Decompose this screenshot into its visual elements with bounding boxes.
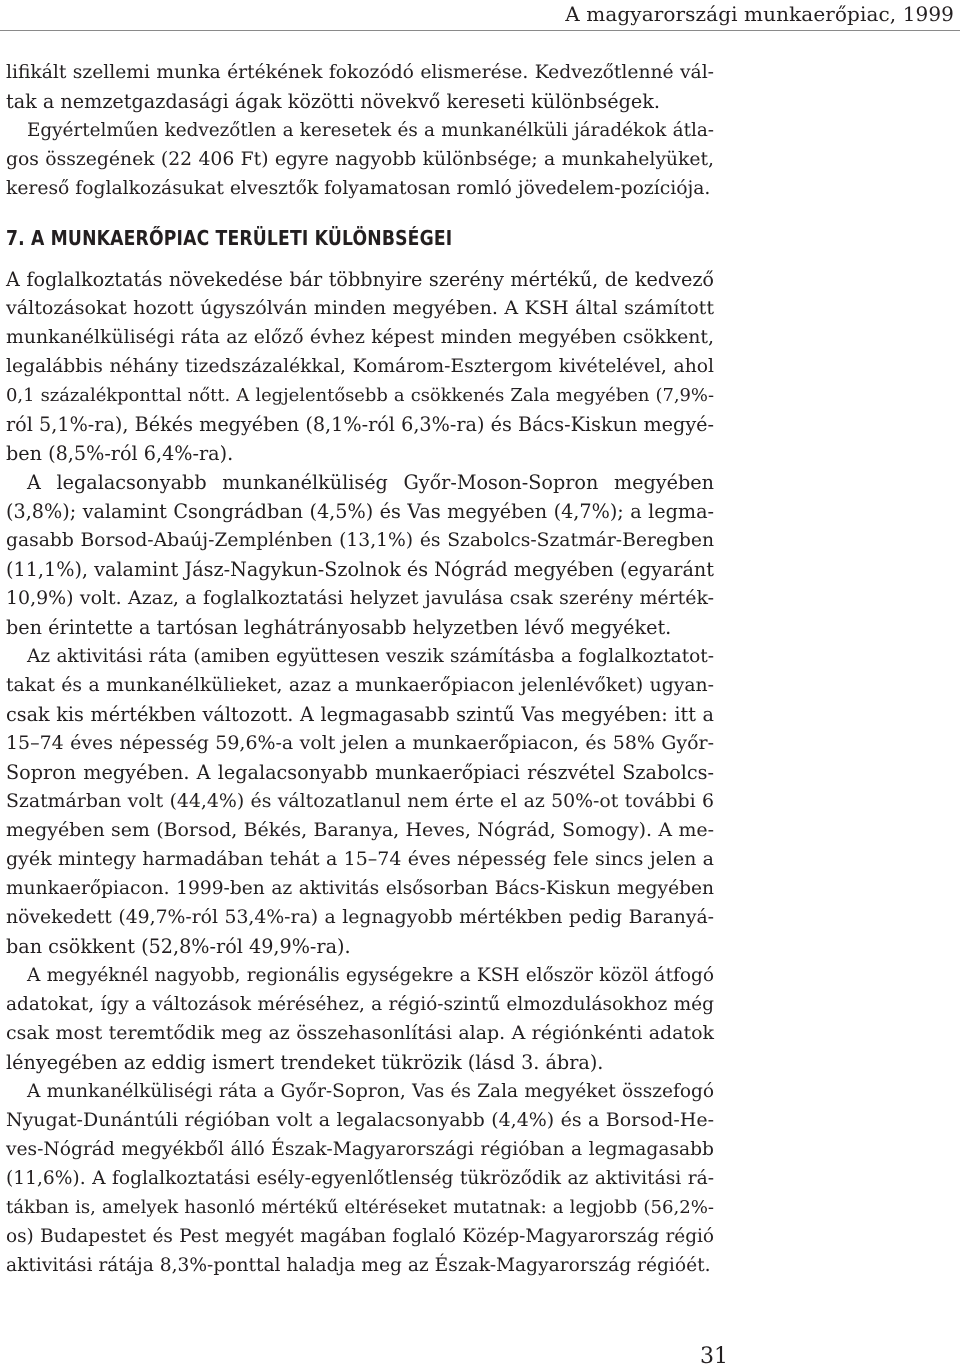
page-number: 31 [700,1344,728,1369]
text-line: munkanélküliségi ráta az előző évhez képest minden megyében csökkent, [6,327,714,348]
text-line: gasabb Borsod-Abaúj-Zemplénben (13,1%) és Szabolcs-Szatmár-Beregben [6,530,714,551]
text-line: aktivitási rátája 8,3%-ponttal haladja meg az Észak-Magyarország régióét. [6,1255,711,1276]
text-line: (3,8%); valamint Csongrádban (4,5%) és Vas megyében (4,7%); a legma- [6,500,714,523]
text-line: tákban is, amelyek hasonló mértékű eltéréseket mutatnak: a legjobb (56,2%- [6,1197,714,1218]
text-line: (11,1%), valamint Jász-Nagykun-Szolnok és Nógrád megyében (egyaránt [6,558,714,581]
header-rule [0,30,960,31]
text-line: A legalacsonyabb munkanélküliség Győr-Moson-Sopron megyében [27,471,714,494]
text-line: A megyéknél nagyobb, regionális egységekre a KSH először közöl átfogó [27,965,714,986]
text-line: gos összegének (22 406 Ft) egyre nagyobb különbsége; a munkahelyüket, [6,149,714,170]
text-line: Szatmárban volt (44,4%) és változatlanul nem érte el az 50%-ot további 6 [6,790,714,812]
text-line: Egyértelműen kedvezőtlen a keresetek és a munkanélküli járadékok átla- [27,120,714,141]
section-heading: 7. A MUNKAERŐPIAC TERÜLETI KÜLÖNBSÉGEI [6,226,453,250]
text-line: változásokat hozott úgyszólván minden megyében. A KSH által számított [6,297,714,319]
text-line: ben (8,5%-ról 6,4%-ra). [6,442,234,465]
text-line: 10,9%) volt. Azaz, a foglalkoztatási helyzet javulása csak szerény mérték- [6,587,714,609]
text-line: os) Budapestet és Pest megyét magában foglaló Közép-Magyarország régió [6,1226,714,1247]
text-line: ról 5,1%-ra), Békés megyében (8,1%-ról 6,3%-ra) és Bács-Kiskun megyé- [6,413,714,436]
text-line: 0,1 százalékponttal nőtt. A legjelentősebb a csökkenés Zala megyében (7,9%- [6,385,714,406]
text-line: megyében sem (Borsod, Békés, Baranya, Heves, Nógrád, Somogy). A me- [6,819,714,841]
running-header: A magyarországi munkaerőpiac, 1999 [565,2,954,26]
text-line: lényegében az eddig ismert trendeket tükrözik (lásd 3. ábra). [6,1051,604,1074]
text-line: takat és a munkanélkülieket, azaz a munkaerőpiacon jelenlévőket) ugyan- [6,675,714,696]
text-line: A foglalkoztatás növekedése bár többnyire szerény mértékű, de kedvező [6,268,714,291]
intro-paragraphs [6,58,714,203]
text-line: munkaerőpiacon. 1999-ben az aktivitás elsősorban Bács-Kiskun megyében [6,878,714,899]
text-line: kereső foglalkozásukat elvesztők folyamatosan romló jövedelem-pozíciója. [6,178,711,199]
section-paragraphs [6,265,714,1280]
text-line: csak most teremtődik meg az összehasonlítási alap. A régiónkénti adatok [6,1022,714,1044]
text-line: tak a nemzetgazdasági ágak közötti növekvő kereseti különbségek. [6,90,660,113]
text-line: növekedett (49,7%-ról 53,4%-ra) a legnagyobb mértékben pedig Baranyá- [6,907,714,928]
body-text [6,58,714,1280]
text-line: ves-Nógrád megyékből álló Észak-Magyarországi régióban a legmagasabb [6,1139,714,1160]
text-line: Sopron megyében. A legalacsonyabb munkaerőpiaci részvétel Szabolcs- [6,761,714,784]
text-line: 15–74 éves népesség 59,6%-a volt jelen a munkaerőpiacon, és 58% Győr- [6,732,714,754]
text-line: lifikált szellemi munka értékének fokozódó elismerése. Kedvezőtlenné vál- [6,62,714,83]
text-line: adatokat, így a változások méréséhez, a régió-szintű elmozdulásokhoz még [6,994,714,1015]
text-line: ben érintette a tartósan leghátrányosabb helyzetben lévő megyéket. [6,616,672,639]
text-line: ban csökkent (52,8%-ról 49,9%-ra). [6,935,351,958]
text-line: legalábbis néhány tizedszázalékkal, Komárom-Esztergom kivételével, ahol [6,356,714,377]
text-line: A munkanélküliségi ráta a Győr-Sopron, Vas és Zala megyéket összefogó [27,1081,714,1102]
text-line: csak kis mértékben változott. A legmagasabb szintű Vas megyében: itt a [6,703,714,726]
text-line: Az aktivitási ráta (amiben együttesen veszik számításba a foglalkoztatot- [27,646,714,667]
text-line: gyék mintegy harmadában tehát a 15–74 éves népesség fele sincs jelen a [6,848,714,870]
text-line: (11,6%). A foglalkoztatási esély-egyenlőtlenség tükröződik az aktivitási rá- [6,1168,714,1189]
text-line: Nyugat-Dunántúli régióban volt a legalacsonyabb (4,4%) és a Borsod-He- [6,1109,714,1131]
